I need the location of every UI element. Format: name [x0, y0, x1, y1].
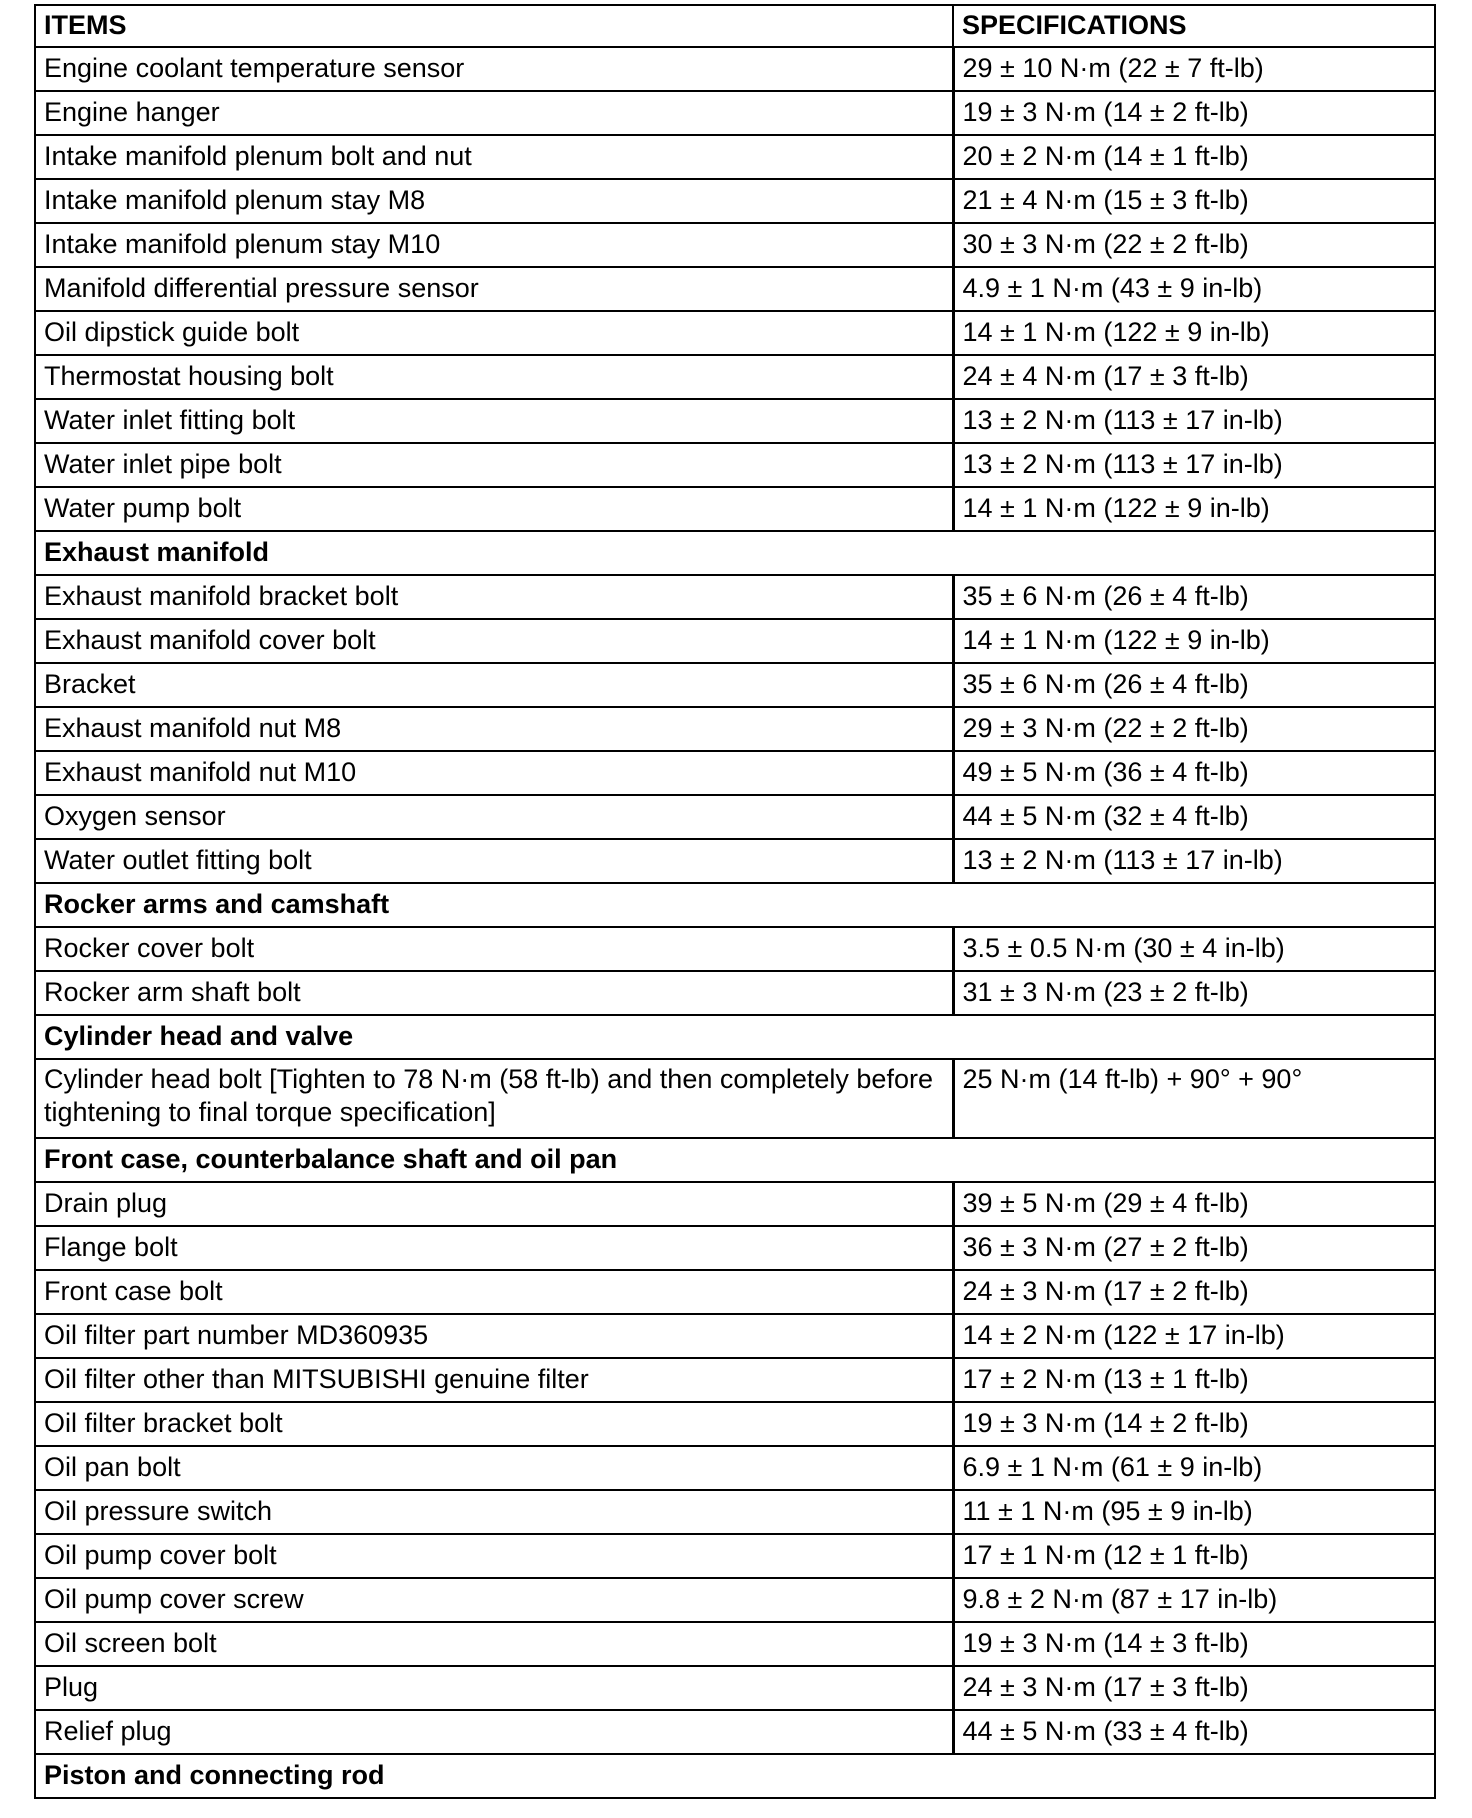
table-row	[35, 751, 1435, 795]
table-row	[35, 575, 1435, 619]
item-cell: Intake manifold plenum stay M10	[35, 223, 953, 267]
item-cell: Engine coolant temperature sensor	[35, 47, 953, 91]
item-cell: Oil pump cover screw	[35, 1578, 953, 1622]
section-row	[35, 1138, 1435, 1182]
table-row	[35, 1358, 1435, 1402]
table-row	[35, 311, 1435, 355]
specifications-column-header: SPECIFICATIONS	[953, 5, 1435, 47]
specification-cell: 17 ± 2 N·m (13 ± 1 ft-lb)	[953, 1358, 1435, 1402]
table-row	[35, 223, 1435, 267]
item-cell: Oil pump cover bolt	[35, 1534, 953, 1578]
specification-cell: 13 ± 2 N·m (113 ± 17 in-lb)	[953, 839, 1435, 883]
items-column-header: ITEMS	[35, 5, 953, 47]
specification-cell: 11 ± 1 N·m (95 ± 9 in-lb)	[953, 1490, 1435, 1534]
specification-cell: 17 ± 1 N·m (12 ± 1 ft-lb)	[953, 1534, 1435, 1578]
specification-cell: 49 ± 5 N·m (36 ± 4 ft-lb)	[953, 751, 1435, 795]
item-cell: Oil filter part number MD360935	[35, 1314, 953, 1358]
item-cell: Oil pressure switch	[35, 1490, 953, 1534]
specification-cell: 3.5 ± 0.5 N·m (30 ± 4 in-lb)	[953, 927, 1435, 971]
specification-cell: 29 ± 3 N·m (22 ± 2 ft-lb)	[953, 707, 1435, 751]
specification-cell: 36 ± 3 N·m (27 ± 2 ft-lb)	[953, 1226, 1435, 1270]
item-cell: Rocker arm shaft bolt	[35, 971, 953, 1015]
section-heading: Piston and connecting rod	[35, 1754, 1435, 1798]
table-row	[35, 1622, 1435, 1666]
table-row	[35, 795, 1435, 839]
table-row	[35, 1710, 1435, 1754]
specification-cell: 35 ± 6 N·m (26 ± 4 ft-lb)	[953, 663, 1435, 707]
specification-cell: 24 ± 4 N·m (17 ± 3 ft-lb)	[953, 355, 1435, 399]
specification-cell: 19 ± 3 N·m (14 ± 3 ft-lb)	[953, 1622, 1435, 1666]
specification-cell: 20 ± 2 N·m (14 ± 1 ft-lb)	[953, 135, 1435, 179]
specification-cell: 6.9 ± 1 N·m (61 ± 9 in-lb)	[953, 1446, 1435, 1490]
table-row	[35, 1402, 1435, 1446]
section-row	[35, 1015, 1435, 1059]
specification-cell: 19 ± 3 N·m (14 ± 2 ft-lb)	[953, 91, 1435, 135]
item-cell: Thermostat housing bolt	[35, 355, 953, 399]
item-cell: Water inlet pipe bolt	[35, 443, 953, 487]
table-row	[35, 1059, 1435, 1138]
item-cell: Exhaust manifold cover bolt	[35, 619, 953, 663]
item-cell: Oil filter bracket bolt	[35, 1402, 953, 1446]
table-row	[35, 91, 1435, 135]
specification-cell: 14 ± 1 N·m (122 ± 9 in-lb)	[953, 619, 1435, 663]
table-row	[35, 1666, 1435, 1710]
table-row	[35, 179, 1435, 223]
item-cell: Exhaust manifold bracket bolt	[35, 575, 953, 619]
item-cell: Manifold differential pressure sensor	[35, 267, 953, 311]
specification-cell: 44 ± 5 N·m (33 ± 4 ft-lb)	[953, 1710, 1435, 1754]
item-cell: Front case bolt	[35, 1270, 953, 1314]
table-row	[35, 619, 1435, 663]
item-cell: Oxygen sensor	[35, 795, 953, 839]
specification-cell: 21 ± 4 N·m (15 ± 3 ft-lb)	[953, 179, 1435, 223]
item-cell: Exhaust manifold nut M8	[35, 707, 953, 751]
section-heading: Cylinder head and valve	[35, 1015, 1435, 1059]
item-cell: Water inlet fitting bolt	[35, 399, 953, 443]
table-row	[35, 1490, 1435, 1534]
specification-cell: 9.8 ± 2 N·m (87 ± 17 in-lb)	[953, 1578, 1435, 1622]
item-cell: Drain plug	[35, 1182, 953, 1226]
table-row	[35, 267, 1435, 311]
item-cell: Oil screen bolt	[35, 1622, 953, 1666]
table-row	[35, 355, 1435, 399]
specification-cell: 29 ± 10 N·m (22 ± 7 ft-lb)	[953, 47, 1435, 91]
table-row	[35, 971, 1435, 1015]
header-row	[35, 5, 1435, 47]
item-cell: Bracket	[35, 663, 953, 707]
item-cell: Oil filter other than MITSUBISHI genuine filter	[35, 1358, 953, 1402]
item-cell: Water outlet fitting bolt	[35, 839, 953, 883]
table-body	[35, 47, 1435, 1798]
table-row	[35, 839, 1435, 883]
item-cell: Intake manifold plenum bolt and nut	[35, 135, 953, 179]
item-cell: Relief plug	[35, 1710, 953, 1754]
item-cell: Oil dipstick guide bolt	[35, 311, 953, 355]
torque-spec-table	[34, 4, 1436, 1799]
table-row	[35, 47, 1435, 91]
specification-cell: 14 ± 1 N·m (122 ± 9 in-lb)	[953, 487, 1435, 531]
item-cell: Plug	[35, 1666, 953, 1710]
section-heading: Exhaust manifold	[35, 531, 1435, 575]
section-heading: Rocker arms and camshaft	[35, 883, 1435, 927]
table-row	[35, 1270, 1435, 1314]
specification-cell: 4.9 ± 1 N·m (43 ± 9 in-lb)	[953, 267, 1435, 311]
specification-cell: 25 N·m (14 ft-lb) + 90° + 90°	[953, 1059, 1435, 1138]
table-row	[35, 663, 1435, 707]
table-row	[35, 443, 1435, 487]
item-cell: Water pump bolt	[35, 487, 953, 531]
table-row	[35, 1578, 1435, 1622]
section-row	[35, 883, 1435, 927]
table-row	[35, 1182, 1435, 1226]
specification-cell: 24 ± 3 N·m (17 ± 2 ft-lb)	[953, 1270, 1435, 1314]
specification-cell: 30 ± 3 N·m (22 ± 2 ft-lb)	[953, 223, 1435, 267]
specification-cell: 35 ± 6 N·m (26 ± 4 ft-lb)	[953, 575, 1435, 619]
specification-cell: 44 ± 5 N·m (32 ± 4 ft-lb)	[953, 795, 1435, 839]
table-row	[35, 707, 1435, 751]
item-cell: Rocker cover bolt	[35, 927, 953, 971]
item-cell: Intake manifold plenum stay M8	[35, 179, 953, 223]
table-row	[35, 135, 1435, 179]
specification-cell: 39 ± 5 N·m (29 ± 4 ft-lb)	[953, 1182, 1435, 1226]
section-row	[35, 1754, 1435, 1798]
table-row	[35, 1446, 1435, 1490]
table-row	[35, 1534, 1435, 1578]
specification-cell: 19 ± 3 N·m (14 ± 2 ft-lb)	[953, 1402, 1435, 1446]
specification-cell: 13 ± 2 N·m (113 ± 17 in-lb)	[953, 399, 1435, 443]
section-heading: Front case, counterbalance shaft and oil pan	[35, 1138, 1435, 1182]
table-row	[35, 487, 1435, 531]
item-cell: Cylinder head bolt [Tighten to 78 N·m (58 ft-lb) and then completely before tightening to final torque specification]	[35, 1059, 953, 1138]
table-row	[35, 1226, 1435, 1270]
item-cell: Engine hanger	[35, 91, 953, 135]
item-cell: Exhaust manifold nut M10	[35, 751, 953, 795]
item-cell: Oil pan bolt	[35, 1446, 953, 1490]
specification-cell: 24 ± 3 N·m (17 ± 3 ft-lb)	[953, 1666, 1435, 1710]
table-row	[35, 399, 1435, 443]
table-row	[35, 1314, 1435, 1358]
specification-cell: 14 ± 1 N·m (122 ± 9 in-lb)	[953, 311, 1435, 355]
section-row	[35, 531, 1435, 575]
specification-cell: 13 ± 2 N·m (113 ± 17 in-lb)	[953, 443, 1435, 487]
specification-cell: 14 ± 2 N·m (122 ± 17 in-lb)	[953, 1314, 1435, 1358]
specification-cell: 31 ± 3 N·m (23 ± 2 ft-lb)	[953, 971, 1435, 1015]
table-row	[35, 927, 1435, 971]
item-cell: Flange bolt	[35, 1226, 953, 1270]
